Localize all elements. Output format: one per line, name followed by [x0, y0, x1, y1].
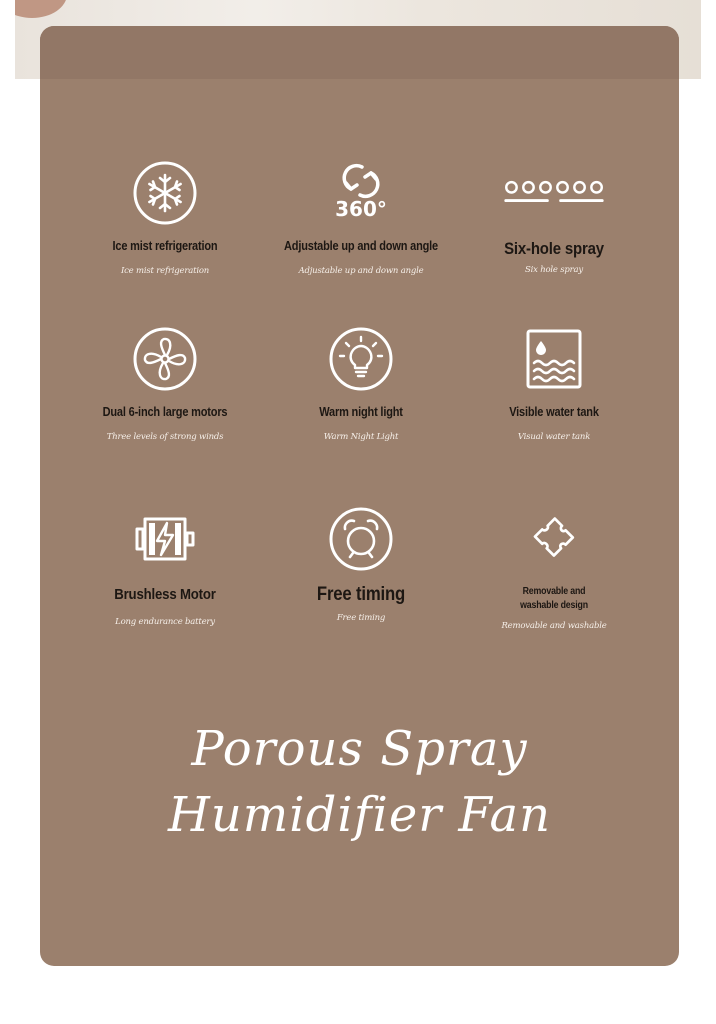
feature-title: Ice mist refrigeration — [112, 239, 218, 253]
feature-subtitle: Three levels of strong winds — [106, 432, 224, 442]
feature-ice-mist — [65, 161, 265, 276]
feature-title: Six-hole spray — [504, 239, 604, 258]
rotate-360-icon — [329, 161, 393, 225]
feature-subtitle: Warm Night Light — [323, 432, 399, 442]
water-tank-icon — [522, 327, 586, 391]
headline — [40, 716, 679, 848]
feature-subtitle: Removable and washable — [501, 621, 607, 631]
headline-line-2: Humidifier Fan — [167, 787, 552, 843]
six-hole-spray-icon — [502, 161, 606, 225]
feature-title: Dual 6-inch large motors — [102, 405, 228, 419]
feature-subtitle: Adjustable up and down angle — [298, 266, 424, 276]
feature-subtitle: Visual water tank — [517, 432, 591, 442]
feature-card — [40, 26, 679, 966]
feature-subtitle: Free timing — [336, 613, 386, 623]
fan-icon — [133, 327, 197, 391]
motor-battery-icon — [133, 507, 197, 571]
feature-title: Visible water tank — [509, 405, 599, 419]
light-bulb-icon — [329, 327, 393, 391]
feature-brushless-motor — [65, 507, 265, 627]
feature-night-light — [261, 327, 461, 442]
alarm-clock-icon — [329, 507, 393, 571]
feature-free-timing — [261, 507, 461, 623]
rotate-360-label: 360° — [335, 197, 387, 221]
feature-title: Brushless Motor — [114, 586, 216, 603]
card-top-shade — [40, 26, 679, 79]
puzzle-icon — [522, 507, 586, 571]
feature-water-tank — [454, 327, 654, 442]
feature-dual-motors — [65, 327, 265, 442]
feature-title: Warm night light — [319, 405, 403, 419]
feature-subtitle: Six hole spray — [524, 265, 584, 275]
feature-title: Free timing — [316, 584, 406, 605]
feature-title: Adjustable up and down angle — [284, 239, 438, 253]
feature-subtitle: Ice mist refrigeration — [120, 266, 210, 276]
feature-six-hole-spray — [454, 161, 654, 275]
feature-removable-design — [454, 507, 654, 631]
feature-subtitle: Long endurance battery — [115, 617, 215, 627]
feature-title: Removable and washable design — [520, 586, 588, 611]
headline-line-1: Porous Spray — [191, 721, 528, 777]
snowflake-icon — [133, 161, 197, 225]
feature-adjustable-angle — [261, 161, 461, 276]
